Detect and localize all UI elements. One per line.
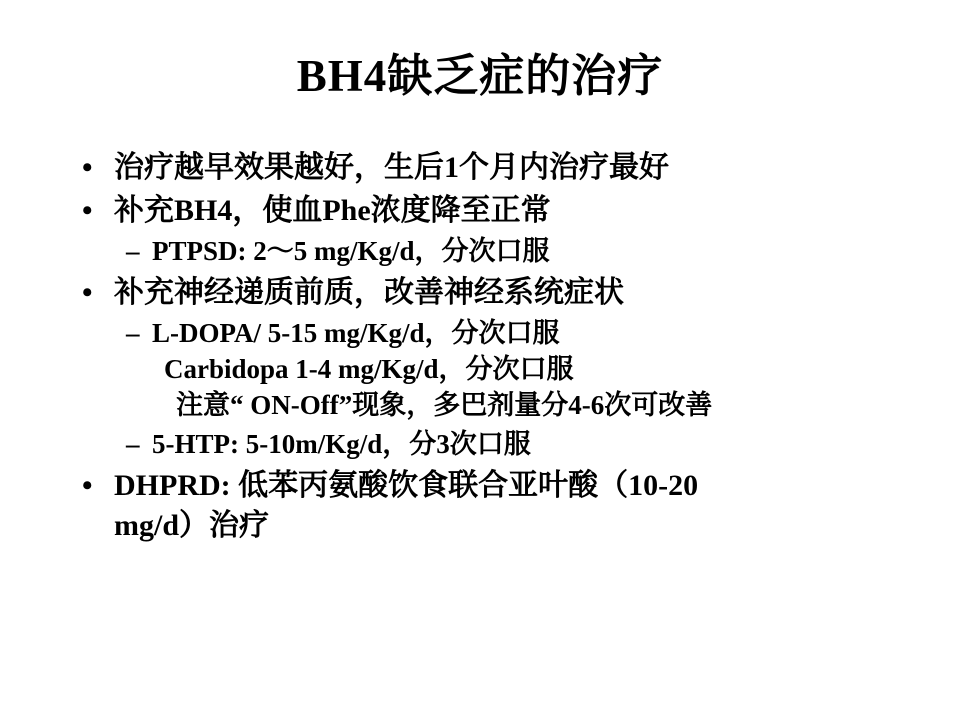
sub-list-item-text: Carbidopa 1-4 mg/Kg/d，分次口服 (164, 354, 574, 385)
sub-list-item-text: 注意“ ON-Off”现象，多巴剂量分4-6次可改善 (176, 390, 713, 421)
page-title: BH4缺乏症的治疗 (296, 51, 664, 101)
sub-list-item-note (74, 388, 954, 423)
sub-list-item (74, 234, 954, 269)
list-item-text: 补充神经递质前质，改善神经系统症状 (114, 276, 624, 310)
list-item-text: 补充BH4，使血Phe浓度降至正常 (114, 194, 551, 227)
sub-list-item-text: L-DOPA/ 5-15 mg/Kg/d，分次口服 (152, 318, 560, 349)
slide-body (74, 148, 954, 549)
list-item (74, 466, 954, 505)
list-item-text: DHPRD: 低苯丙氨酸饮食联合亚叶酸（10-20 (114, 469, 699, 503)
list-item-text: 治疗越早效果越好，生后1个月内治疗最好 (114, 151, 669, 184)
sub-list-item-text: 5-HTP: 5-10m/Kg/d，分3次口服 (152, 429, 531, 460)
bullet-marker: • (82, 276, 93, 310)
sub-list-item (74, 316, 954, 351)
list-item (74, 191, 954, 230)
list-item (74, 273, 954, 312)
bullet-marker: • (82, 194, 93, 227)
bullet-marker: • (82, 151, 93, 184)
dash-marker: – (126, 236, 140, 266)
dash-marker: – (126, 429, 140, 460)
sub-list-item (74, 427, 954, 462)
sub-list-item-text: PTPSD: 2～5 mg/Kg/d，分次口服 (152, 236, 550, 266)
bullet-marker: • (82, 469, 93, 503)
list-item-text: mg/d）治疗 (114, 509, 270, 543)
list-item (74, 148, 954, 187)
list-item-continuation (74, 506, 954, 545)
dash-marker: – (126, 318, 140, 349)
sub-list-item-continuation (74, 352, 954, 387)
